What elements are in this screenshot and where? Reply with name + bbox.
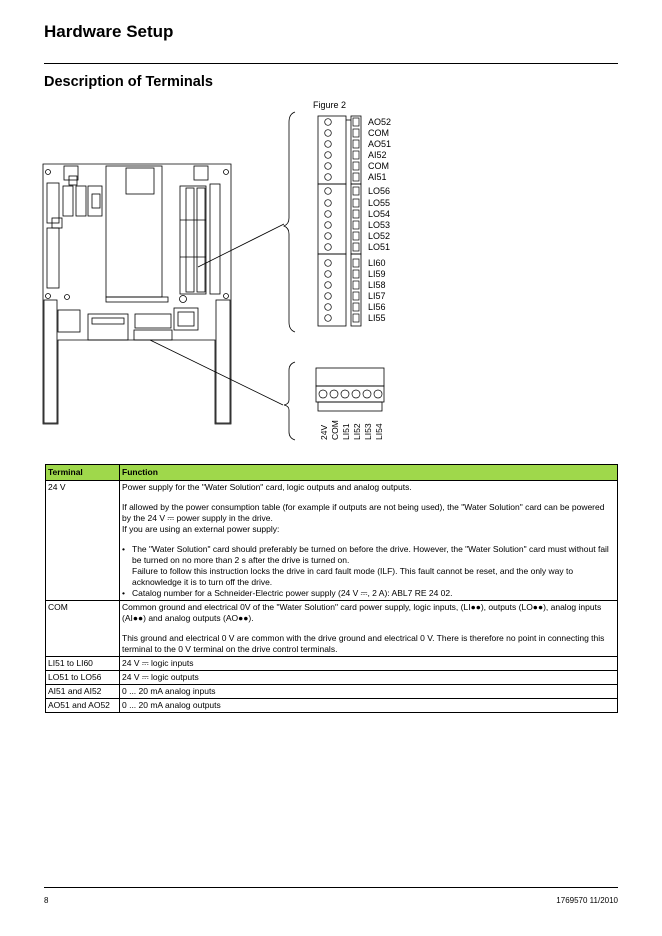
terminal-cell: 24 V xyxy=(46,481,120,601)
terminal-label: 24V xyxy=(319,424,329,440)
terminal-label: LI55 xyxy=(368,313,386,323)
terminal-label: LI59 xyxy=(368,269,386,279)
terminal-cell: LO51 to LO56 xyxy=(46,671,120,685)
screw-icon xyxy=(325,211,332,218)
screw-icon xyxy=(325,260,332,267)
function-cell xyxy=(120,481,618,601)
footer-rule xyxy=(44,887,618,888)
terminal-slot xyxy=(353,270,359,278)
table-header-row xyxy=(46,465,618,481)
terminal-slot xyxy=(353,232,359,240)
screw-icon xyxy=(325,174,332,181)
terminal-cell: AI51 and AI52 xyxy=(46,685,120,699)
screw-icon xyxy=(325,188,332,195)
text-line: Failure to follow this instruction locks the drive in card fault mode (ILF). This fault cannot be reset, and the only way to acknowledge it is to turn off the drive. xyxy=(132,566,574,587)
page-number: 8 xyxy=(44,896,49,905)
terminal-label: LI52 xyxy=(352,423,362,440)
terminal-slot xyxy=(353,187,359,195)
table-row xyxy=(46,481,618,601)
paragraph: This ground and electrical 0 V are common with the drive ground and electrical 0 V. There is therefore no point in connecting this terminal to the 0 V terminal on the drive control terminals. xyxy=(122,633,605,654)
list-item: • Catalog number for a Schneider-Electric power supply (24 V ⎓, 2 A): ABL7 RE 24 02. xyxy=(122,588,615,599)
terminal-slot xyxy=(353,151,359,159)
screw-icon xyxy=(325,163,332,170)
terminal-label: AI52 xyxy=(368,150,387,160)
terminal-slot xyxy=(353,243,359,251)
screw-icon xyxy=(325,271,332,278)
terminal-label: LO54 xyxy=(368,209,391,219)
header-function: Function xyxy=(120,465,618,481)
screw-icon xyxy=(325,222,332,229)
text-line: If you are using an external power supply: xyxy=(122,524,280,534)
screw-icon xyxy=(341,390,349,398)
terminal-slot xyxy=(353,314,359,322)
terminal-cell: LI51 to LI60 xyxy=(46,657,120,671)
terminal-slot xyxy=(353,162,359,170)
table-row xyxy=(46,601,618,657)
terminal-label: AO51 xyxy=(368,139,392,149)
terminal-cell: AO51 and AO52 xyxy=(46,699,120,713)
terminal-slot xyxy=(353,129,359,137)
terminal-label: LO56 xyxy=(368,186,391,196)
function-cell: 24 V ⎓ logic inputs xyxy=(120,657,618,671)
table-row xyxy=(46,671,618,685)
terminal-label: COM xyxy=(368,161,389,171)
screw-icon xyxy=(325,119,332,126)
terminal-label: LI56 xyxy=(368,302,386,312)
screw-icon xyxy=(363,390,371,398)
table-row xyxy=(46,685,618,699)
terminal-slot xyxy=(353,140,359,148)
screw-icon xyxy=(352,390,360,398)
text-line: If allowed by the power consumption table (for example if outputs are not being used), the "Water Solution" card can be powered by the 24 V ⎓ power supply in the drive. xyxy=(122,502,605,523)
terminal-label: LO52 xyxy=(368,231,391,241)
terminal-label: LI58 xyxy=(368,280,386,290)
terminal-label: LI54 xyxy=(374,423,384,440)
terminal-table xyxy=(45,464,618,713)
header-terminal: Terminal xyxy=(46,465,120,481)
terminal-slot xyxy=(353,281,359,289)
terminal-slot xyxy=(353,303,359,311)
terminal-label: LI60 xyxy=(368,258,386,268)
terminal-slot xyxy=(353,118,359,126)
function-cell: 0 ... 20 mA analog inputs xyxy=(120,685,618,699)
terminal-figure xyxy=(0,0,662,450)
section-title: Description of Terminals xyxy=(44,74,213,90)
paragraph xyxy=(122,502,615,535)
figure-label: Figure 2 xyxy=(313,100,347,110)
paragraph: Common ground and electrical 0V of the "Water Solution" card power supply, logic inputs, (LI●●), outputs (LO●●), analog inputs (AI●●) and analog outputs (AO●●). xyxy=(122,602,602,623)
function-cell: 24 V ⎓ logic outputs xyxy=(120,671,618,685)
terminal-cell: COM xyxy=(46,601,120,657)
terminal-label: COM xyxy=(330,420,340,440)
page-title: Hardware Setup xyxy=(44,22,174,41)
screw-icon xyxy=(325,244,332,251)
terminal-slot xyxy=(353,173,359,181)
screw-icon xyxy=(374,390,382,398)
terminal-slot xyxy=(353,210,359,218)
table-row xyxy=(46,699,618,713)
terminal-label: COM xyxy=(368,128,389,138)
table-row xyxy=(46,657,618,671)
screw-icon xyxy=(325,293,332,300)
lower-brace xyxy=(284,362,295,440)
terminal-slot xyxy=(353,292,359,300)
terminal-label: LI51 xyxy=(341,423,351,440)
function-cell xyxy=(120,601,618,657)
terminal-slot xyxy=(353,259,359,267)
terminal-slot xyxy=(353,221,359,229)
screw-icon xyxy=(325,141,332,148)
screw-icon xyxy=(325,130,332,137)
screw-icon xyxy=(325,200,332,207)
list-item xyxy=(122,544,615,588)
terminal-label: AO52 xyxy=(368,117,392,127)
screw-icon xyxy=(325,233,332,240)
function-cell: 0 ... 20 mA analog outputs xyxy=(120,699,618,713)
terminal-label: AI51 xyxy=(368,172,387,182)
screw-icon xyxy=(325,282,332,289)
terminal-label: LO55 xyxy=(368,198,391,208)
text-line: • The "Water Solution" card should preferably be turned on before the drive. However, the "Water Solution" card must without fail be turned on no more than 2 s after the drive is turned on. xyxy=(132,544,609,565)
terminal-label: LO53 xyxy=(368,220,391,230)
screw-icon xyxy=(325,152,332,159)
terminal-label: LI53 xyxy=(363,423,373,440)
terminal-label: LO51 xyxy=(368,242,391,252)
document-reference: 1769570 11/2010 xyxy=(556,896,618,905)
screw-icon xyxy=(330,390,338,398)
screw-icon xyxy=(325,304,332,311)
upper-brace xyxy=(284,112,295,332)
screw-icon xyxy=(325,315,332,322)
terminal-slot xyxy=(353,199,359,207)
paragraph: Power supply for the "Water Solution" card, logic outputs and analog outputs. xyxy=(122,482,412,492)
terminal-label: LI57 xyxy=(368,291,386,301)
screw-icon xyxy=(319,390,327,398)
bullet-list xyxy=(122,544,615,599)
